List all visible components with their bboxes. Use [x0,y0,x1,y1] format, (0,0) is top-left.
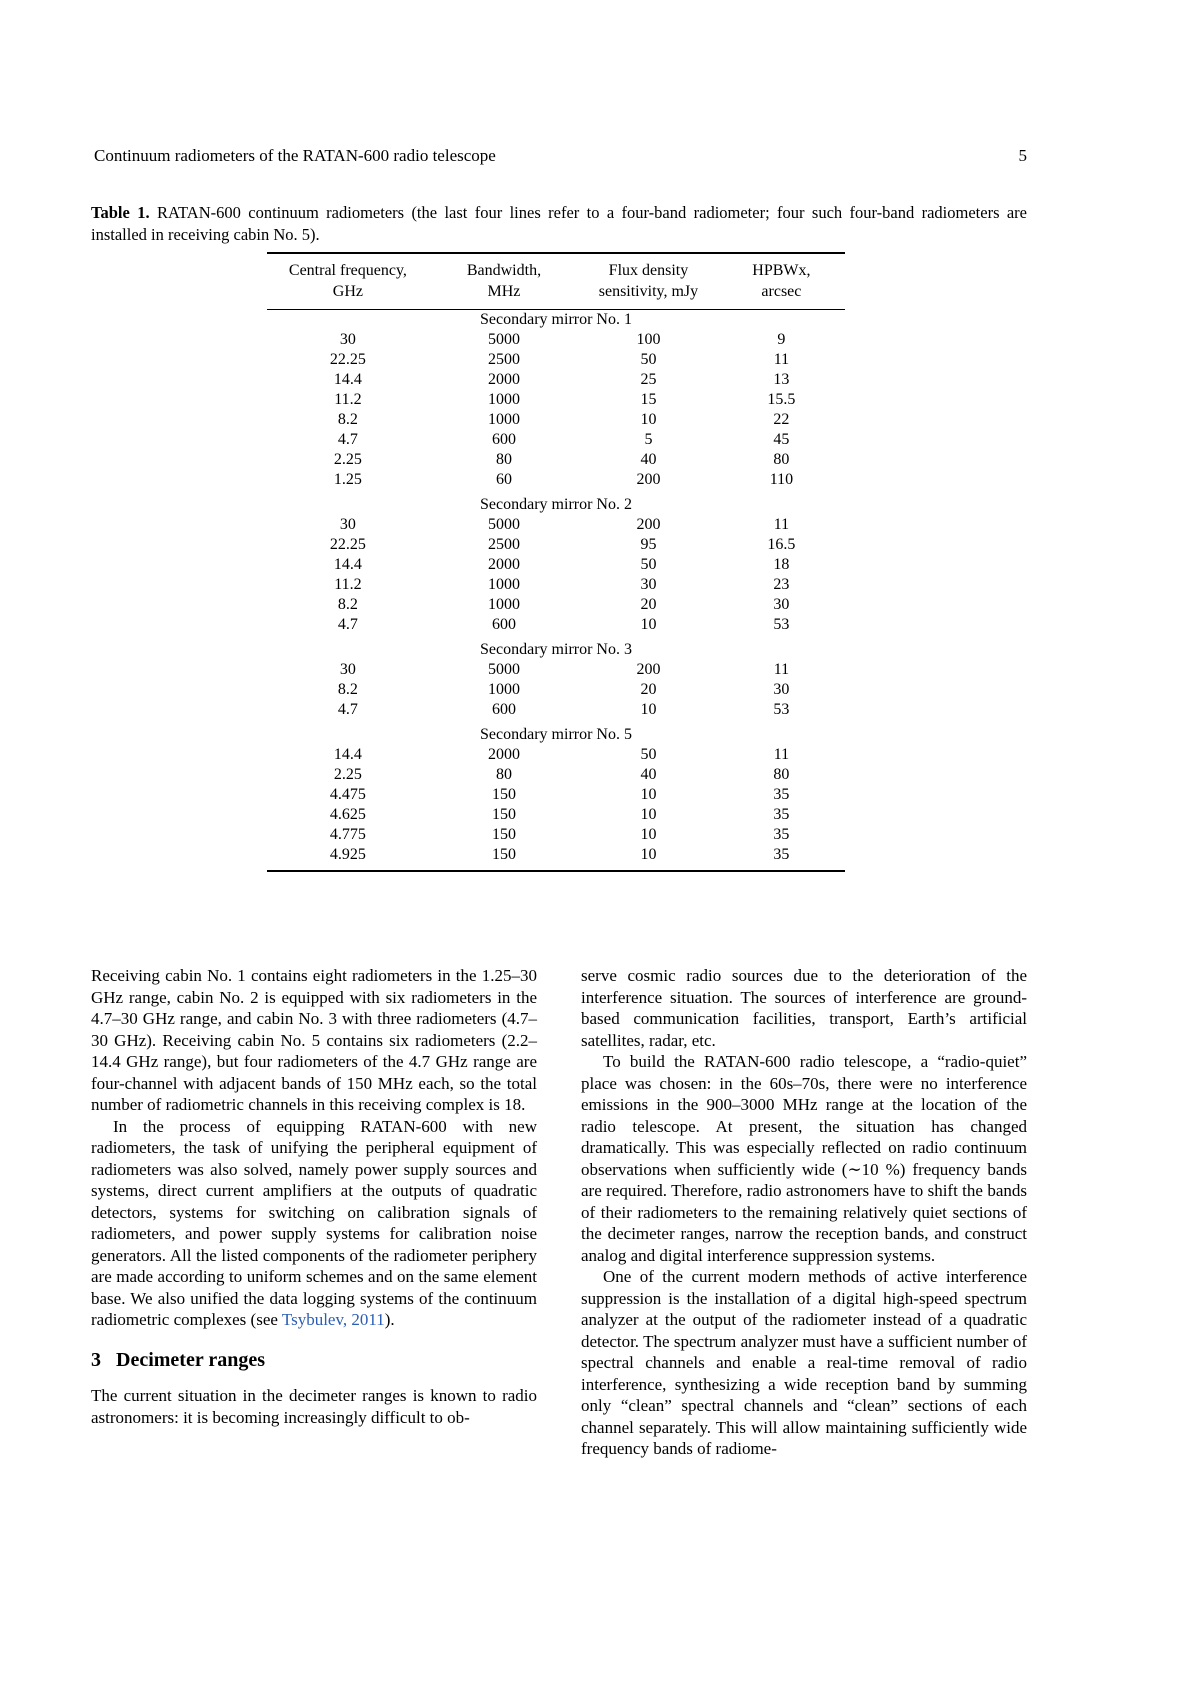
table-cell: 11 [773,516,790,533]
section-title-row [267,495,845,515]
table-row [267,535,845,555]
table-cell: 10 [640,846,657,863]
table-row [267,350,845,370]
table-cell: 40 [640,766,657,783]
table-header-row [267,253,845,310]
table-cell: 11.2 [334,391,362,408]
table-cell: 11 [773,351,790,368]
table-cell: 150 [491,846,516,863]
body-paragraph: serve cosmic radio sources due to the deterioration of the interference situation. The sources of interference are ground-based communication facilities, transport, Earth’s artificial satellites, radar, etc. [581,966,1027,1050]
radiometer-table [267,252,845,872]
table-cell: 20 [640,596,657,613]
section-heading [91,1350,537,1372]
page-number: 5 [1018,146,1027,165]
table-cell: 150 [491,806,516,823]
section-title: Secondary mirror No. 3 [480,641,632,658]
table-row [267,470,845,495]
running-title: Continuum radiometers of the RATAN-600 radio telescope [94,146,496,165]
column-header: HPBWx, arcsec [752,262,811,300]
table-cell: 1000 [487,391,520,408]
table-cell: 22.25 [329,351,366,368]
table-row [267,330,845,350]
table-cell: 2500 [487,351,520,368]
table-cell: 10 [640,826,657,843]
table-cell: 22.25 [329,536,366,553]
table-cell: 11.2 [334,576,362,593]
table-row [267,390,845,410]
table-cell: 10 [640,786,657,803]
table-cell: 35 [773,826,790,843]
table-cell: 8.2 [337,411,358,428]
table-cell: 200 [636,661,661,678]
table-cell: 2000 [487,556,520,573]
table-cell: 30 [339,331,356,348]
table-cell: 45 [773,431,790,448]
table-cell: 80 [773,766,790,783]
section-title-row [267,725,845,745]
table-row [267,370,845,390]
table-cell: 5000 [487,661,520,678]
section-number: 3 [91,1348,101,1371]
table-cell: 53 [773,701,790,718]
table-cell: 30 [640,576,657,593]
table-cell: 14.4 [333,746,362,763]
table-cell: 14.4 [333,556,362,573]
table-row [267,575,845,595]
table-cell: 18 [773,556,790,573]
table-cell: 14.4 [333,371,362,388]
table-cell: 22 [773,411,790,428]
table-cell: 1000 [487,576,520,593]
table-cell: 50 [640,351,657,368]
section-title: Secondary mirror No. 1 [480,311,632,328]
table-row [267,660,845,680]
table-cell: 30 [339,516,356,533]
body-paragraph: Receiving cabin No. 1 contains eight radiometers in the 1.25–30 GHz range, cabin No. 2 is equipped with six radiometers in the 4.7–30 GHz range, and cabin No. 3 with three radiometers (4.7–30 GHz). Receiving cabin No. 5 contains six radiometers (2.2–14.4 GHz range), but four radiometers of the 4.7 GHz range are four-channel with adjacent bands of 150 MHz each, so the total number of radiometric channels in this receiving complex is 18. [91,966,537,1114]
table-cell: 30 [773,596,790,613]
table-cell: 2500 [487,536,520,553]
section-title: Secondary mirror No. 5 [480,726,632,743]
column-header: Central frequency, GHz [288,262,407,300]
table-cell: 9 [777,331,786,348]
body-text [91,965,1027,1460]
table-cell: 110 [769,471,794,488]
table-cell: 150 [491,826,516,843]
table-cell: 60 [495,471,512,488]
table-row [267,845,845,871]
table-cell: 13 [773,371,790,388]
table-cell: 4.7 [337,701,358,718]
table-cell: 200 [636,516,661,533]
left-column [91,965,537,1460]
table-cell: 10 [640,616,657,633]
table-cell: 20 [640,681,657,698]
table-row [267,410,845,430]
table-cell: 10 [640,411,657,428]
table-cell: 2.25 [333,451,362,468]
table-cell: 1.25 [333,471,362,488]
table-cell: 80 [495,451,512,468]
section-title: Secondary mirror No. 2 [480,496,632,513]
table-row [267,615,845,640]
table-cell: 200 [636,471,661,488]
table-cell: 40 [640,451,657,468]
table-body [267,310,845,872]
table-cell: 4.7 [337,616,358,633]
table-cell: 2000 [487,746,520,763]
table-cell: 600 [491,431,516,448]
table-cell: 2000 [487,371,520,388]
table-row [267,825,845,845]
table-row [267,700,845,725]
table-row [267,515,845,535]
table-cell: 5000 [487,331,520,348]
table-cell: 600 [491,616,516,633]
table-cell: 600 [491,701,516,718]
table-cell: 4.475 [329,786,366,803]
table-cell: 4.625 [329,806,366,823]
table-caption [91,202,1027,246]
table-cell: 1000 [487,596,520,613]
table-caption-label: Table 1. [91,203,150,222]
table-row [267,595,845,615]
section-title-row [267,640,845,660]
column-header: Bandwidth, MHz [466,262,542,300]
table-cell: 30 [773,681,790,698]
table-row [267,765,845,785]
table-row [267,430,845,450]
table-cell: 4.925 [329,846,366,863]
table-cell: 35 [773,846,790,863]
table-cell: 4.775 [329,826,366,843]
table-cell: 15 [640,391,657,408]
table-cell: 150 [491,786,516,803]
table-row [267,805,845,825]
body-paragraph: In the process of equipping RATAN-600 with new radiometers, the task of unifying the peripheral equipment of radiometers was also solved, namely power supply sources and systems, direct current amplifiers at the outputs of quadratic detectors, systems for switching on calibration signals of radiometers, and power supply systems for calibration noise generators. All the listed components of the radiometer periphery are made according to uniform schemes and on the same element base. We also unified the data logging systems of the continuum radiometric complexes (see Tsybulev, 2011). [91,1116,537,1329]
table-cell: 30 [339,661,356,678]
table-cell: 5000 [487,516,520,533]
table-cell: 25 [640,371,657,388]
body-paragraph: The current situation in the decimeter ranges is known to radio astronomers: it is becoming increasingly difficult to ob- [91,1386,537,1427]
table-cell: 80 [773,451,790,468]
section-heading-text: Decimeter ranges [116,1348,266,1371]
table-cell: 10 [640,806,657,823]
table-cell: 4.7 [337,431,358,448]
table-cell: 8.2 [337,681,358,698]
table-row [267,680,845,700]
right-column [581,965,1027,1460]
table-cell: 35 [773,786,790,803]
table-row [267,450,845,470]
table-row [267,555,845,575]
table-cell: 100 [636,331,661,348]
section-title-row [267,310,845,331]
body-paragraph: One of the current modern methods of active interference suppression is the installation of a digital high-speed spectrum analyzer at the output of the radiometer instead of a quadratic detector. The spectrum analyzer must have a sufficient number of spectral channels and enable a real-time removal of radio interference, synthesizing a wide reception band by summing only “clean” spectral channels and “clean” sections of each channel separately. This will allow maintaining sufficiently wide frequency bands of radiome- [581,1267,1027,1458]
table-cell: 50 [640,556,657,573]
page-header [94,146,1027,166]
table-cell: 5 [644,431,653,448]
table-cell: 23 [773,576,790,593]
table-cell: 15.5 [767,391,796,408]
table-cell: 80 [495,766,512,783]
table-row [267,745,845,765]
table-cell: 95 [640,536,657,553]
table-cell: 16.5 [767,536,796,553]
table-cell: 35 [773,806,790,823]
table-cell: 1000 [487,681,520,698]
table-row [267,785,845,805]
table-cell: 11 [773,661,790,678]
table-cell: 50 [640,746,657,763]
table-cell: 10 [640,701,657,718]
citation-link[interactable]: Tsybulev, 2011 [281,1310,385,1329]
table-cell: 53 [773,616,790,633]
table-cell: 1000 [487,411,520,428]
column-header: Flux density sensitivity, mJy [598,262,699,300]
table-cell: 11 [773,746,790,763]
table-cell: 2.25 [333,766,362,783]
body-paragraph: To build the RATAN-600 radio telescope, a “radio-quiet” place was chosen: in the 60s–70s, there were no interference emissions in the 900–3000 MHz range at the location of the radio telescope. At present, the situation has changed dramatically. This was especially reflected on radio continuum observations when sufficiently wide (∼10 %) frequency bands are required. Therefore, radio astronomers have to shift the bands of their radiometers to the remaining relatively quiet sections of the decimeter ranges, narrow the reception bands, and construct analog and digital interference suppression systems. [581,1052,1027,1265]
table-caption-text: RATAN-600 continuum radiometers (the last four lines refer to a four-band radiometer; four such four-band radiometers are installed in receiving cabin No. 5). [91,203,1028,244]
table-head [267,253,845,310]
table-cell: 8.2 [337,596,358,613]
